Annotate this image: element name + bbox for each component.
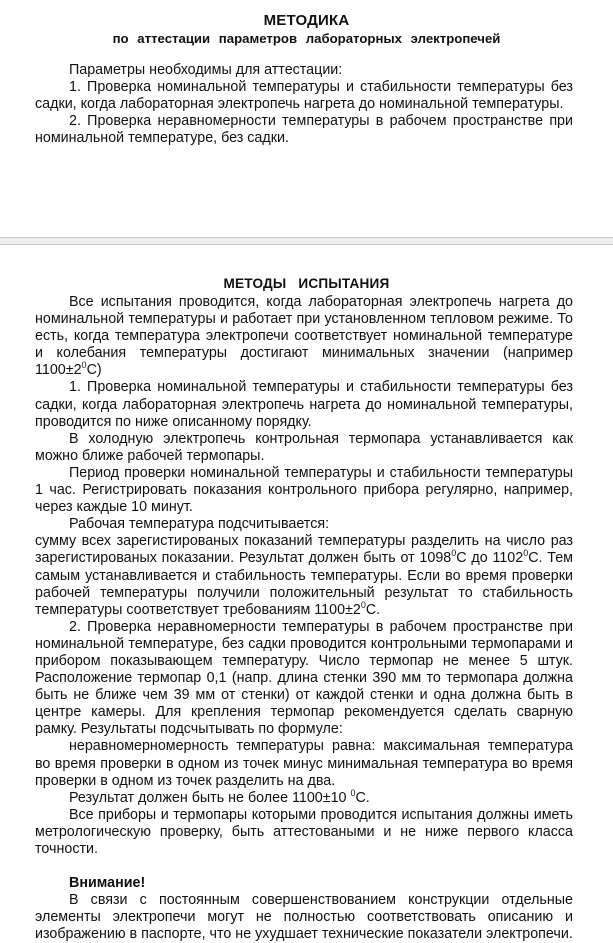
intro-paragraph: Параметры необходимы для аттестации:: [69, 62, 343, 78]
paragraph: Период проверки номинальной температуры и стабильности температуры 1 час. Регистрировать показания контрольного прибора регулярно, например, через каждые 10 минут.: [35, 464, 573, 516]
document-page-1: [0, 0, 613, 236]
paragraph: 1. Проверка номинальной температуры и стабильности температуры без садки, когда лабораторная электропечь нагрета до номинальной температуры, проводится по ниже описанному порядку.: [35, 379, 573, 430]
section-title: МЕТОДЫ ИСПЫТАНИЯ: [223, 276, 390, 291]
paragraph: сумму всех зарегистированых показаний температуры разделить на число раз зарегистированых показании. Результат должен быть от 1098$^0$С до 1102$^0$С. Тем самым устанавливается и стабильность температуры. Если во время проверки рабочей температуры получили положительный результат то стабильность температуры соответствует требованиям $1100\pm 2^0С$.: [35, 533, 573, 618]
document-page-2: [0, 245, 613, 943]
paragraph: Все испытания проводится, когда лабораторная электропечь нагрета до номинальной температуры и работает при установленном тепловом режиме. То есть, когда температура электропечи соответствует номинальной температуре и колебания температуры достигают минимальных значении (например $1100\pm 2^0С$): [35, 294, 573, 379]
list-item: 2. Проверка неравномерности температуры в рабочем пространстве при номинальной температуре, без садки.: [35, 113, 573, 147]
document-subtitle: по аттестации параметров лабораторных электропечей: [112, 31, 501, 46]
paragraph: Все приборы и термопары которыми проводится испытания должны иметь метрологическую проверку, быть аттестоваными и не ниже первого класса точности.: [35, 806, 573, 857]
paragraph: Рабочая температура подсчитывается:: [69, 516, 330, 533]
page2-body: [35, 294, 573, 943]
paragraph: В холодную электропечь контрольная термопара устанавливается как можно ближе рабочей термопары.: [35, 430, 573, 464]
list-item: 1. Проверка номинальной температуры и стабильности температуры без садки, когда лабораторная электропечь нагрета до номинальной температуры.: [35, 79, 573, 113]
paragraph: 2. Проверка неравномерности температуры в рабочем пространстве при номинальной температуре, без садки проводится контрольными термопарами и прибором показывающем температуру. Число термопар не менее 5 штук. Расположение термопар 0,1 (напр. длина стенки 390 мм то термопара должна быть не ближе чем 39 мм от стенки) от каждой стенки и одна должна быть в центре камеры. Для крепления термопар рекомендуется сделать сварную рамку. Результаты подсчытывать по формуле:: [35, 618, 573, 738]
attention-heading: Внимание!: [69, 875, 146, 892]
page1-body: [35, 62, 573, 147]
document-title: МЕТОДИКА: [263, 12, 350, 29]
page-separator: [0, 237, 613, 245]
paragraph: неравномерномерность температуры равна: максимальная температура во время проверки в одном из точек минус минимальная температура во время проверки в одном из точек разделить на два.: [35, 738, 573, 789]
paragraph: Результат должен быть не более 1100±10 $^0$С.: [69, 787, 370, 806]
paragraph: В связи с постоянным совершенствованием конструкции отдельные элементы электропечи могут не полностью соответствовать описанию и изображению в паспорте, что не ухудшает технические показатели электропечи.: [35, 892, 573, 943]
